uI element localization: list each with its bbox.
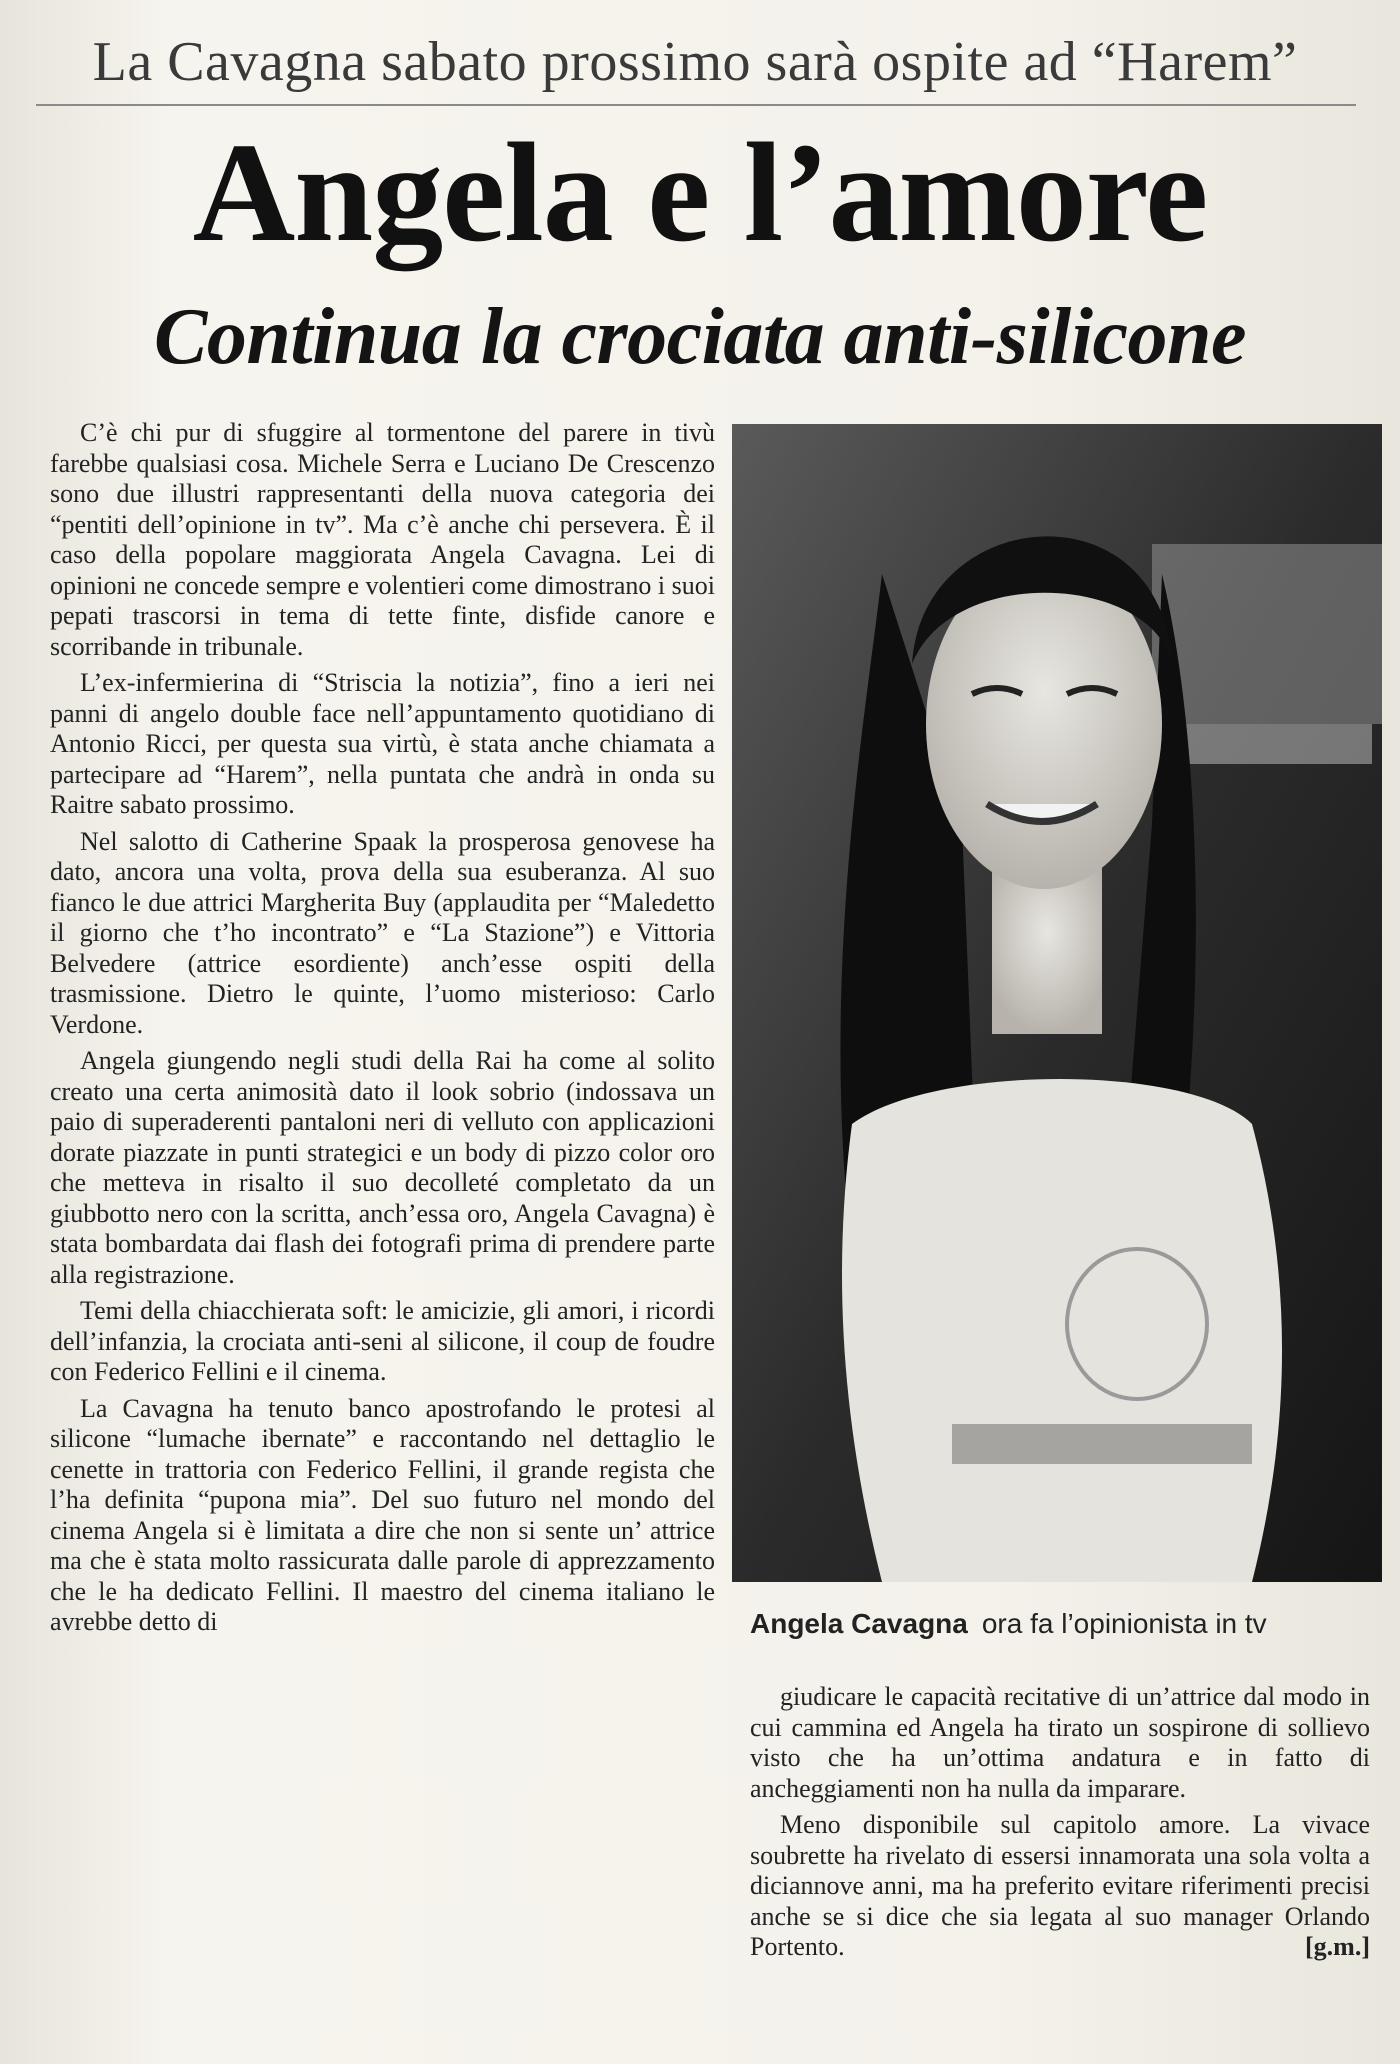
article-column-right	[750, 1682, 1370, 2042]
paragraph	[750, 1810, 1370, 1963]
headline: Angela e l’amore	[192, 113, 1208, 271]
paragraph-text: Meno disponibile sul capitolo amore. La vivace soubrette ha rivelato di essersi innamorata una sola volta a diciannove anni, ma ha preferito evitare riferimenti precisi anche se si dice che sia legata al suo manager Orlando Portento.	[750, 1810, 1370, 1961]
photo-caption	[750, 1608, 1370, 1640]
paragraph: L’ex-infermierina di “Striscia la notizia”, fino a ieri nei panni di angelo double face nell’appuntamento quotidiano di Antonio Ricci, per questa sua virtù, è stata anche chiamata a partecipare ad “Harem”, nella puntata che andrà in onda su Raitre sabato prossimo.	[50, 668, 715, 819]
paragraph: Nel salotto di Catherine Spaak la prosperosa genovese ha dato, ancora una volta, prova della sua esuberanza. Al suo fianco le due attrici Margherita Buy (applaudita per “Maledetto il giorno che t’ho incontrato” e “La Stazione”) e Vittoria Belvedere (attrice esordiente) anch’esse ospiti della trasmissione. Dietro le quinte, l’uomo misterioso: Carlo Verdone.	[50, 826, 715, 1039]
paragraph: giudicare le capacità recitative di un’attrice dal modo in cui cammina ed Angela ha tirato un sospirone di sollievo visto che ha un’ottima andatura e in fatto di ancheggiamenti non ha nulla da imparare.	[750, 1682, 1370, 1803]
article-column-left	[50, 418, 715, 2038]
kicker: La Cavagna sabato prossimo sarà ospite ad “Harem”	[92, 31, 1298, 93]
paragraph: C’è chi pur di sfuggire al tormentone del parere in tivù farebbe qualsiasi cosa. Michele Serra e Luciano De Crescenzo sono due illustri rappresentanti della nuova categoria dei “pentiti dell’opinione in tv”. Ma c’è anche chi persevera. È il caso della popolare maggiorata Angela Cavagna. Lei di opinioni ne concede sempre e volentieri come dimostrano i suoi pepati trascorsi in tema di tette finte, disfide canore e scorribande in tribunale.	[50, 418, 715, 661]
caption-name: Angela Cavagna	[750, 1608, 968, 1639]
portrait-illustration	[732, 424, 1382, 1582]
subheadline: Continua la crociata anti-silicone	[153, 293, 1247, 381]
author-signature: [g.m.]	[1305, 1932, 1370, 1961]
paragraph: Temi della chiacchierata soft: le amicizie, gli amori, i ricordi dell’infanzia, la crociata anti-seni al silicone, il coup de foudre con Federico Fellini e il cinema.	[50, 1296, 715, 1386]
divider-rule	[36, 104, 1356, 106]
portrait-photo	[732, 424, 1382, 1582]
caption-text: ora fa l’opinionista in tv	[981, 1608, 1267, 1639]
paragraph: Angela giungendo negli studi della Rai ha come al solito creato una certa animosità dato il look sobrio (indossava un paio di superaderenti pantaloni neri di velluto con applicazioni dorate piazzate in punti strategici e un body di pizzo color oro che metteva in risalto il suo decolleté completato da un giubbotto nero con la scritta, anch’essa oro, Angela Cavagna) è stata bombardata dai flash dei fotografi prima di prendere parte alla registrazione.	[50, 1046, 715, 1289]
paragraph: La Cavagna ha tenuto banco apostrofando le protesi al silicone “lumache ibernate” e raccontando nel dettaglio le cenette in trattoria con Federico Fellini, il grande regista che l’ha definita “pupona mia”. Del suo futuro nel mondo del cinema Angela si è limitata a dire che non si sente un’ attrice ma che è stata molto rassicurata dalle parole di apprezzamento che le ha dedicato Fellini. Il maestro del cinema italiano le avrebbe detto di	[50, 1393, 715, 1636]
